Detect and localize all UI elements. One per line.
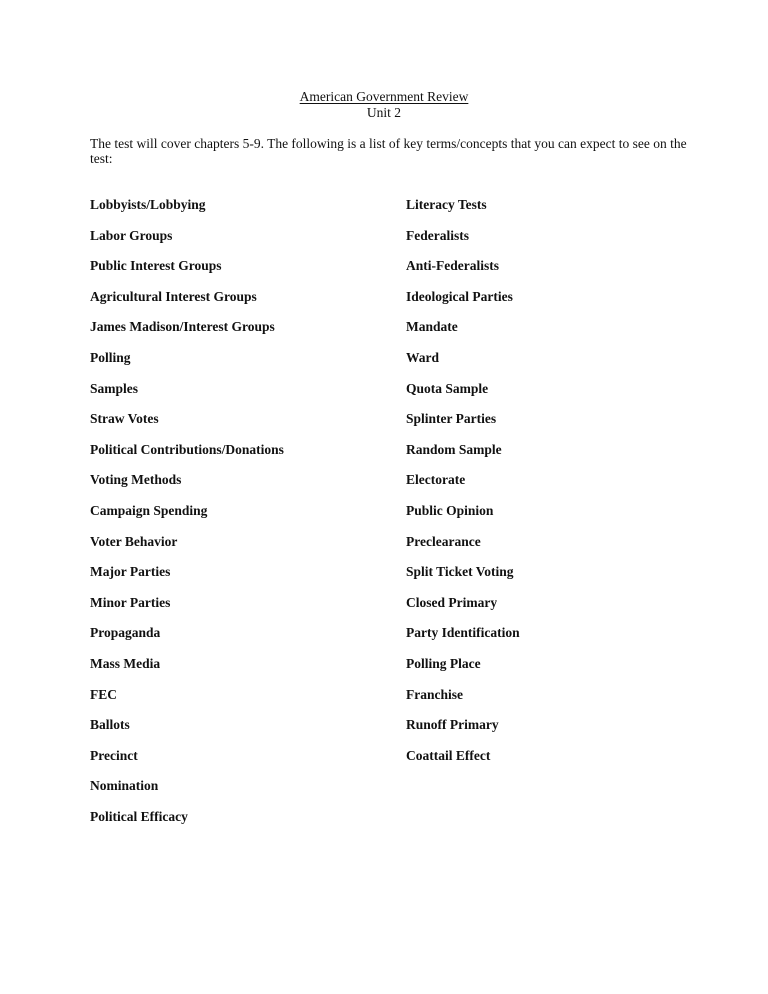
term-item: Campaign Spending [90,502,208,518]
term-item: Lobbyists/Lobbying [90,197,206,212]
term-item: Political Efficacy [90,808,188,824]
term-item: Mass Media [90,655,161,671]
document-header [0,89,768,121]
intro-paragraph: The test will cover chapters 5-9. The following is a list of key terms/concepts that you can expect to see on the test: [90,136,687,166]
term-item: Propaganda [90,625,161,641]
term-item: Polling Place [406,655,481,671]
term-item: Nomination [90,778,159,794]
term-item: Literacy Tests [406,197,487,212]
term-item: Ward [406,349,440,365]
term-item: Anti-Federalists [406,258,499,274]
term-item: Polling [90,349,131,365]
term-item: Straw Votes [90,411,159,427]
term-item: Agricultural Interest Groups [90,288,257,304]
terms-left-column [90,196,284,838]
document-subtitle: Unit 2 [366,105,402,120]
term-item: Splinter Parties [406,411,497,427]
term-item: Labor Groups [90,227,173,243]
term-item: Mandate [406,319,458,335]
term-item: FEC [90,686,117,702]
terms-right-column [406,196,520,777]
term-item: James Madison/Interest Groups [90,319,275,335]
term-item: Electorate [406,472,466,488]
term-item: Public Interest Groups [90,258,222,274]
term-item: Split Ticket Voting [406,564,514,580]
term-item: Franchise [406,686,463,702]
term-item: Political Contributions/Donations [90,441,284,457]
term-item: Ballots [90,717,130,733]
term-item: Samples [90,380,139,396]
document-title: American Government Review [299,89,469,104]
term-item: Closed Primary [406,594,498,610]
term-item: Major Parties [90,564,171,580]
term-item: Public Opinion [406,502,494,518]
term-item: Runoff Primary [406,717,499,733]
term-item: Voting Methods [90,472,182,488]
term-item: Federalists [406,227,469,243]
term-item: Quota Sample [406,380,489,396]
term-item: Preclearance [406,533,481,549]
term-item: Coattail Effect [406,747,491,763]
term-item: Party Identification [406,625,520,641]
term-item: Voter Behavior [90,533,178,549]
term-item: Minor Parties [90,594,171,610]
term-item: Precinct [90,747,138,763]
term-item: Random Sample [406,441,502,457]
term-item: Ideological Parties [406,288,513,304]
